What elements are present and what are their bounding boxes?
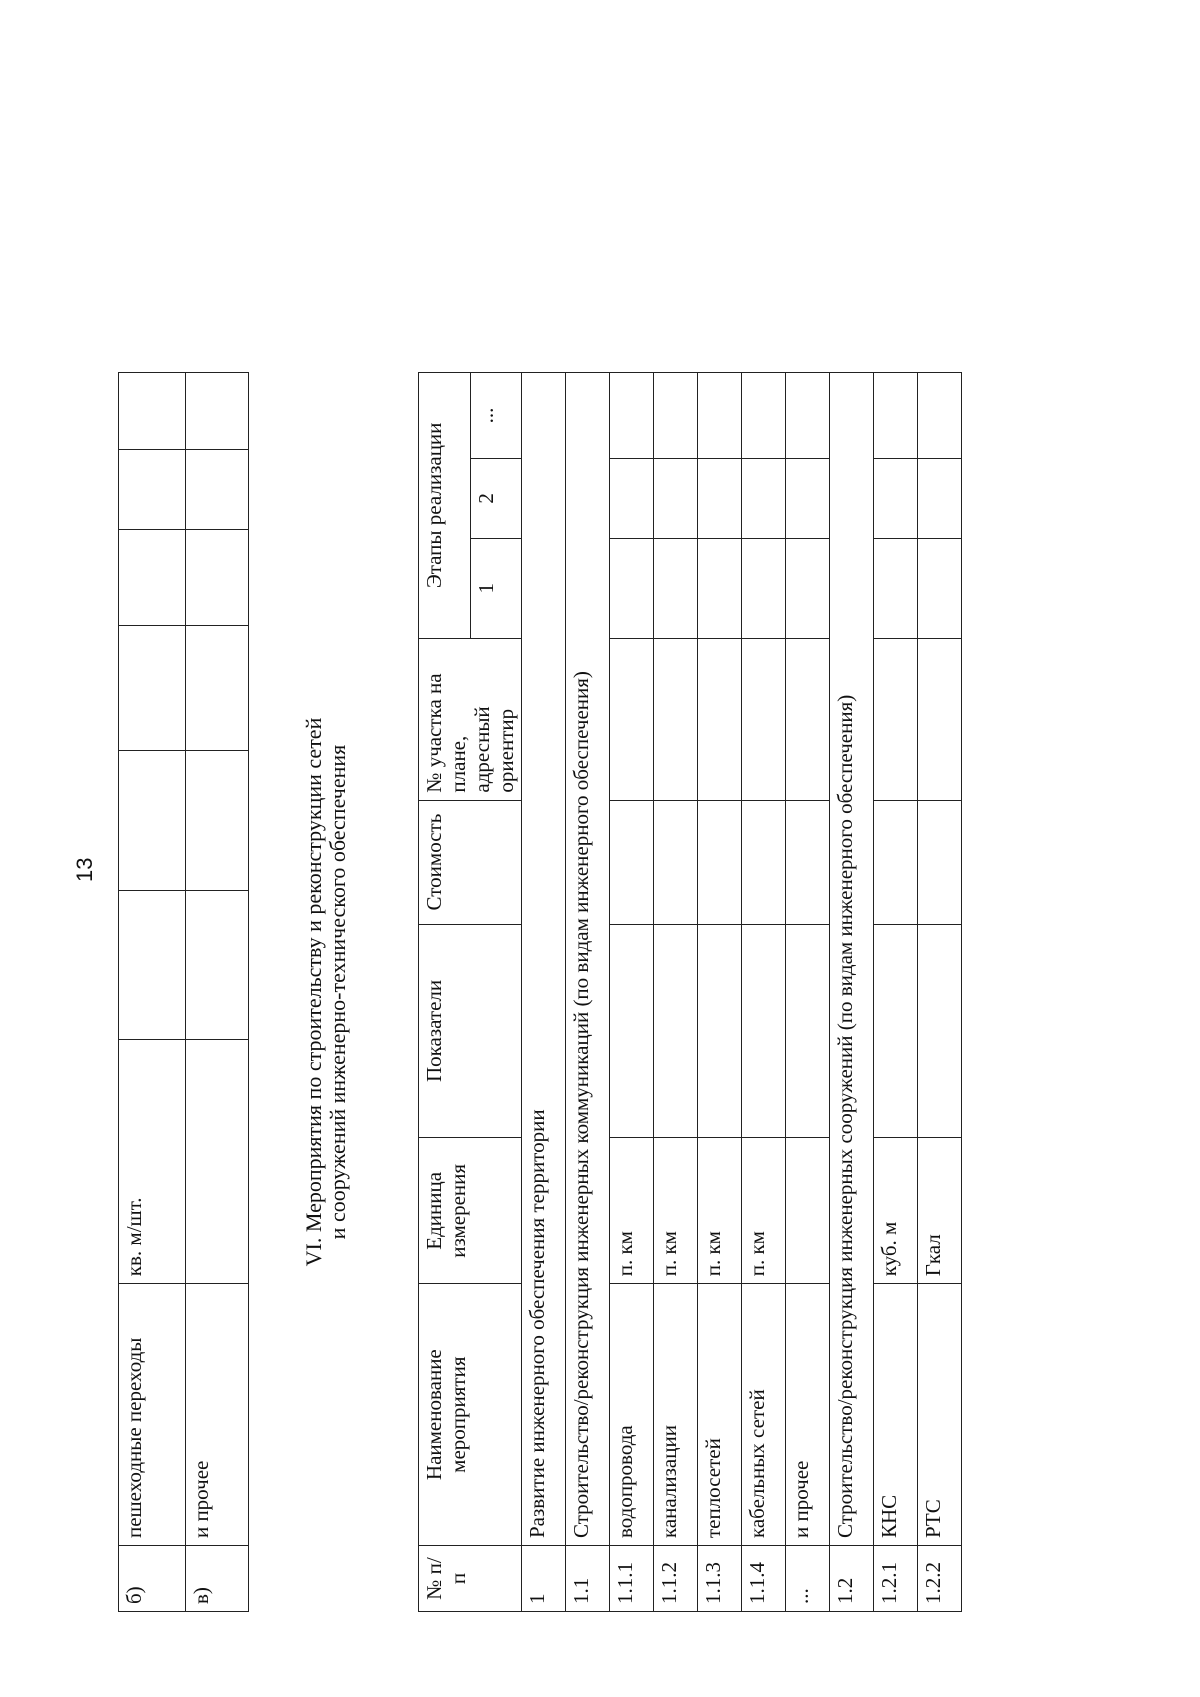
table-row <box>186 373 249 1612</box>
table-row <box>566 373 610 1612</box>
empty-cell <box>786 458 830 538</box>
empty-cell <box>786 638 830 800</box>
empty-cell <box>742 373 786 459</box>
empty-cell <box>119 529 186 625</box>
empty-cell <box>698 458 742 538</box>
row-name: РТС <box>918 1284 962 1546</box>
header-unit: Единица измерения <box>419 1138 522 1284</box>
row-name: теплосетей <box>698 1284 742 1546</box>
row-num: 1.1.2 <box>654 1546 698 1612</box>
row-section-name: Строительство/реконструкция инженерных сооружений (по видам инженерного обеспечения) <box>830 373 874 1546</box>
row-num: ... <box>786 1546 830 1612</box>
header-stage-2: 2 <box>470 458 522 538</box>
row-num: 1.1 <box>566 1546 610 1612</box>
empty-cell <box>119 373 186 450</box>
empty-cell <box>186 750 249 890</box>
row-name: КНС <box>874 1284 918 1546</box>
row-unit <box>786 1138 830 1284</box>
empty-cell <box>654 458 698 538</box>
empty-cell <box>119 450 186 530</box>
header-plot: № участка на плане, адресный ориентир <box>419 638 522 800</box>
row-section-name: Строительство/реконструкция инженерных коммуникаций (по видам инженерного обеспечения) <box>566 373 610 1546</box>
row-name: водопровода <box>610 1284 654 1546</box>
empty-cell <box>874 800 918 924</box>
row-unit: куб. м <box>874 1138 918 1284</box>
empty-cell <box>786 800 830 924</box>
empty-cell <box>742 800 786 924</box>
empty-cell <box>698 800 742 924</box>
table-row <box>698 373 742 1612</box>
header-indicators: Показатели <box>419 924 522 1138</box>
row-num: в) <box>186 1546 249 1612</box>
empty-cell <box>654 373 698 459</box>
empty-cell <box>186 373 249 450</box>
empty-cell <box>742 924 786 1138</box>
empty-cell <box>186 529 249 625</box>
row-unit <box>186 1040 249 1284</box>
empty-cell <box>186 625 249 750</box>
row-name: и прочее <box>786 1284 830 1546</box>
empty-cell <box>610 800 654 924</box>
row-num: 1.1.4 <box>742 1546 786 1612</box>
row-num: 1.2.2 <box>918 1546 962 1612</box>
empty-cell <box>119 890 186 1040</box>
empty-cell <box>742 458 786 538</box>
empty-cell <box>186 890 249 1040</box>
row-name: и прочее <box>186 1284 249 1546</box>
empty-cell <box>698 538 742 638</box>
empty-cell <box>874 538 918 638</box>
empty-cell <box>654 800 698 924</box>
empty-cell <box>654 638 698 800</box>
empty-cell <box>186 450 249 530</box>
section-title-line1: VI. Мероприятия по строительству и реконструкции сетей <box>301 717 326 1267</box>
table-row <box>830 373 874 1612</box>
empty-cell <box>610 538 654 638</box>
empty-cell <box>874 458 918 538</box>
table-row <box>786 373 830 1612</box>
empty-cell <box>786 924 830 1138</box>
row-unit: Гкал <box>918 1138 962 1284</box>
empty-cell <box>786 538 830 638</box>
row-num: 1.1.3 <box>698 1546 742 1612</box>
row-name: кабельных сетей <box>742 1284 786 1546</box>
empty-cell <box>610 458 654 538</box>
header-name: Наименование мероприятия <box>419 1284 522 1546</box>
section-title-line2: и сооружений инженерно-технического обеспечения <box>325 744 350 1240</box>
empty-cell <box>918 924 962 1138</box>
row-unit: кв. м/шт. <box>119 1040 186 1284</box>
empty-cell <box>918 538 962 638</box>
row-unit: п. км <box>698 1138 742 1284</box>
empty-cell <box>742 638 786 800</box>
table-row <box>610 373 654 1612</box>
empty-cell <box>918 638 962 800</box>
empty-cell <box>654 538 698 638</box>
table-row <box>522 373 566 1612</box>
header-num: № п/п <box>419 1546 522 1612</box>
page-number: 13 <box>72 857 97 882</box>
empty-cell <box>610 924 654 1138</box>
table-row <box>654 373 698 1612</box>
empty-cell <box>918 373 962 459</box>
row-num: 1 <box>522 1546 566 1612</box>
empty-cell <box>786 373 830 459</box>
table-row <box>918 373 962 1612</box>
row-section-name: Развитие инженерного обеспечения территории <box>522 373 566 1546</box>
empty-cell <box>918 458 962 538</box>
header-stage-1: 1 <box>470 538 522 638</box>
table-row <box>874 373 918 1612</box>
section-title <box>302 372 350 1612</box>
empty-cell <box>742 538 786 638</box>
empty-cell <box>610 373 654 459</box>
header-cost: Стоимость <box>419 800 522 924</box>
continuation-table <box>118 372 249 1612</box>
empty-cell <box>119 750 186 890</box>
empty-cell <box>119 625 186 750</box>
empty-cell <box>654 924 698 1138</box>
header-stages: Этапы реализации <box>419 373 471 639</box>
empty-cell <box>610 638 654 800</box>
engineering-measures-table <box>418 372 962 1612</box>
table-row <box>742 373 786 1612</box>
empty-cell <box>874 373 918 459</box>
empty-cell <box>918 800 962 924</box>
empty-cell <box>698 638 742 800</box>
table-row <box>119 373 186 1612</box>
row-unit: п. км <box>742 1138 786 1284</box>
row-num: 1.2 <box>830 1546 874 1612</box>
empty-cell <box>698 373 742 459</box>
empty-cell <box>698 924 742 1138</box>
empty-cell <box>874 638 918 800</box>
row-name: канализации <box>654 1284 698 1546</box>
document-page <box>72 62 1080 1612</box>
row-name: пешеходные переходы <box>119 1284 186 1546</box>
header-stage-more: ... <box>470 373 522 459</box>
row-num: 1.2.1 <box>874 1546 918 1612</box>
row-num: 1.1.1 <box>610 1546 654 1612</box>
row-num: б) <box>119 1546 186 1612</box>
row-unit: п. км <box>610 1138 654 1284</box>
row-unit: п. км <box>654 1138 698 1284</box>
empty-cell <box>874 924 918 1138</box>
